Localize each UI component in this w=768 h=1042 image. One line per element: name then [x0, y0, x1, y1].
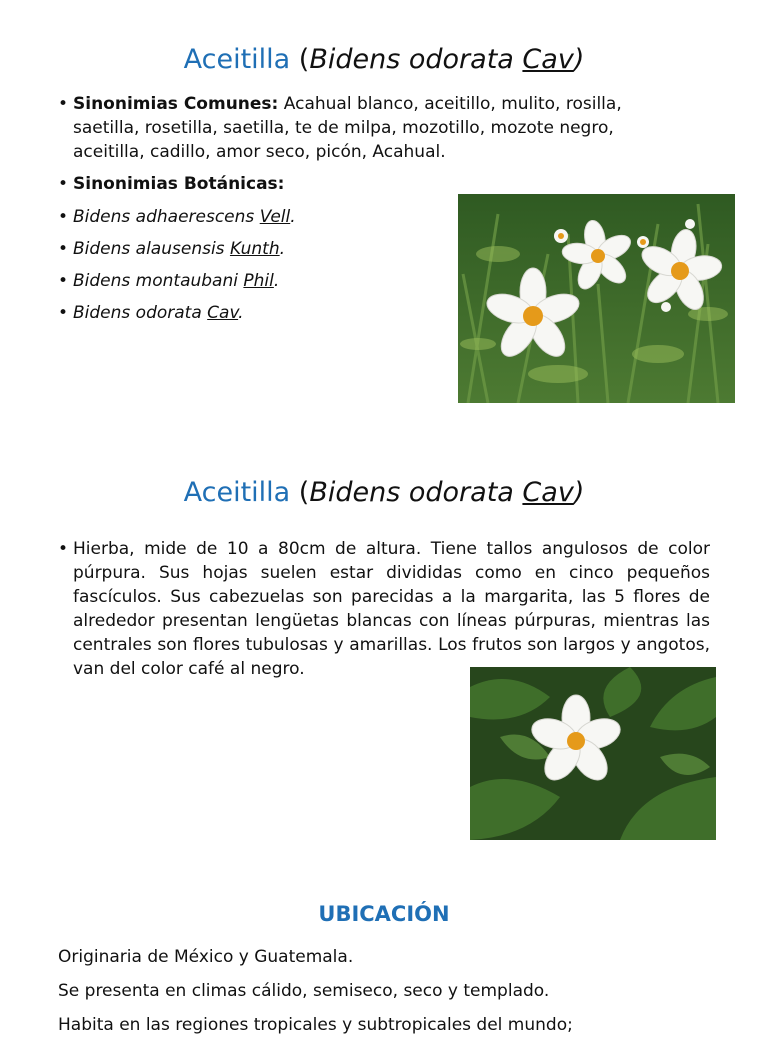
title-common-name: Aceitilla	[183, 477, 291, 508]
synonym-author: Vell	[259, 207, 291, 227]
synonym-end: .	[238, 303, 244, 323]
title-close-paren: )	[573, 477, 585, 508]
synonym-end: .	[290, 207, 296, 227]
synonym-item	[58, 301, 438, 325]
title-scientific-name: Bidens odorata	[309, 477, 523, 508]
synonym-item	[58, 269, 438, 293]
synonym-name: Bidens alausensis	[73, 239, 230, 259]
synonym-list	[58, 92, 658, 204]
flower-photo-closeup	[470, 667, 716, 840]
location-line: Se presenta en climas cálido, semiseco, seco y templado.	[58, 981, 550, 1001]
synonym-item	[58, 237, 438, 261]
botanical-synonym-list	[58, 205, 438, 333]
title-open-paren: (	[290, 44, 310, 75]
synonym-end: .	[273, 271, 280, 291]
synonym-name: Bidens montaubani	[73, 271, 244, 291]
synonym-end: .	[279, 239, 286, 259]
synonym-author: Kunth	[229, 239, 280, 259]
description-list	[58, 537, 710, 681]
location-heading: UBICACIÓN	[318, 902, 450, 926]
synonym-author: Cav	[207, 303, 239, 323]
location-line: Originaria de México y Guatemala.	[58, 947, 354, 967]
title-author: Cav	[522, 477, 574, 508]
common-synonyms-text: Acahual blanco, aceitillo, mulito, rosilla, saetilla, rosetilla, saetilla, te de milpa, mozotillo, mozote negro, aceitilla, cadillo, amor seco, picón, Acahual.	[73, 94, 622, 162]
title-open-paren: (	[290, 477, 310, 508]
title-common-name: Aceitilla	[183, 44, 291, 75]
botanical-synonyms-label: Sinonimias Botánicas:	[73, 174, 285, 194]
slide2-title	[0, 477, 768, 508]
title-close-paren: )	[573, 44, 585, 75]
synonym-name: Bidens adhaerescens	[73, 207, 260, 227]
common-synonyms-item	[58, 92, 658, 164]
title-scientific-name: Bidens odorata	[309, 44, 523, 75]
location-line: Habita en las regiones tropicales y subtropicales del mundo;	[58, 1015, 573, 1035]
synonym-name: Bidens odorata	[73, 303, 208, 323]
synonym-item	[58, 205, 438, 229]
title-author: Cav	[522, 44, 574, 75]
synonym-author: Phil	[243, 271, 274, 291]
flower-photo-meadow	[458, 194, 735, 403]
common-synonyms-label: Sinonimias Comunes:	[73, 94, 279, 114]
description-paragraph: • Hierba, mide de 10 a 80cm de altura. Tiene tallos angulosos de color púrpura. Sus hojas suelen estar divididas como en cinco pequeños fascículos. Sus cabezuelas son parecidas a la margarita, las 5 flores de alrededor presentan lengüetas blancas con líneas púrpuras, mientras las centrales son flores tubulosas y amarillas. Los frutos son largos y angotos, van del color café al negro.	[58, 537, 710, 681]
slide1-title	[0, 44, 768, 75]
botanical-synonyms-item	[58, 172, 658, 196]
